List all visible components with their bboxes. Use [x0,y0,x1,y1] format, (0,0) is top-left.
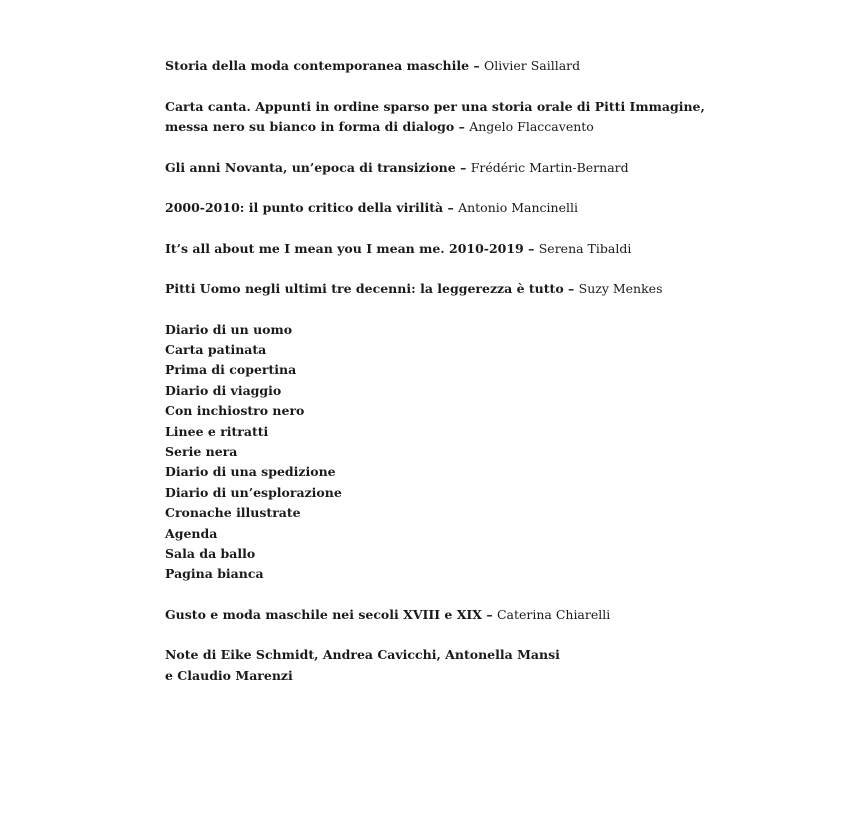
list-item: Agenda [165,525,218,541]
entry-title: It’s all about me I mean you I mean me. 2010-2019 [165,240,524,256]
entry-author: Serena Tibaldi [538,240,632,256]
entry-author: Angelo Flaccavento [469,119,594,134]
toc-entry-martin-bernard [165,158,805,179]
list-item: Diario di una spedizione [165,464,336,480]
entry-title: Gli anni Novanta, un’epoca di transizione [165,159,456,175]
toc-entry-chiarelli [165,605,805,626]
entry-separator: – [454,119,470,134]
entry-author: Olivier Saillard [484,58,581,73]
toc-entry-saillard [165,56,805,77]
entry-separator: – [563,281,579,296]
entry-author: Frédéric Martin-Bernard [470,159,629,175]
entry-title: Gusto e moda maschile nei secoli XVIII e XIX [165,606,482,622]
list-item: Linee e ritratti [165,423,269,439]
list-item: Sala da ballo [165,545,256,561]
entry-author: Caterina Chiarelli [496,606,611,622]
list-item: Diario di viaggio [165,382,282,398]
list-item: Carta patinata [165,341,267,357]
entry-title-line1: Carta canta. Appunti in ordine sparso per una storia orale di Pitti Immagine, [165,98,705,114]
list-item: Prima di copertina [165,362,297,378]
list-item: Serie nera [165,443,238,459]
entry-separator: – [455,159,471,175]
entry-separator: – [469,58,485,73]
section-list [165,320,805,585]
list-item: Diario di un uomo [165,321,293,337]
notes-line2: e Claudio Marenzi [165,667,293,683]
entry-separator: – [443,200,459,215]
entry-author: Suzy Menkes [578,281,663,296]
list-item: Diario di un’esplorazione [165,484,342,500]
entry-title: Storia della moda contemporanea maschile [165,58,470,73]
toc-entry-menkes [165,279,805,300]
toc-entry-flaccavento [165,97,805,138]
list-item: Cronache illustrate [165,505,301,521]
toc-entry-notes [165,645,805,686]
table-of-contents [165,56,805,706]
entry-title: 2000-2010: il punto critico della virilità [165,200,444,215]
notes-line1: Note di Eike Schmidt, Andrea Cavicchi, Antonella Mansi [165,647,560,663]
list-item: Pagina bianca [165,566,264,582]
entry-author: Antonio Mancinelli [458,200,578,215]
entry-separator: – [481,606,497,622]
entry-separator: – [523,240,539,256]
toc-entry-mancinelli [165,198,805,219]
list-item: Con inchiostro nero [165,403,305,419]
entry-title: Pitti Uomo negli ultimi tre decenni: la leggerezza è tutto [165,281,564,296]
toc-entry-tibaldi [165,239,805,260]
entry-title-line2: messa nero su bianco in forma di dialogo [165,119,455,134]
